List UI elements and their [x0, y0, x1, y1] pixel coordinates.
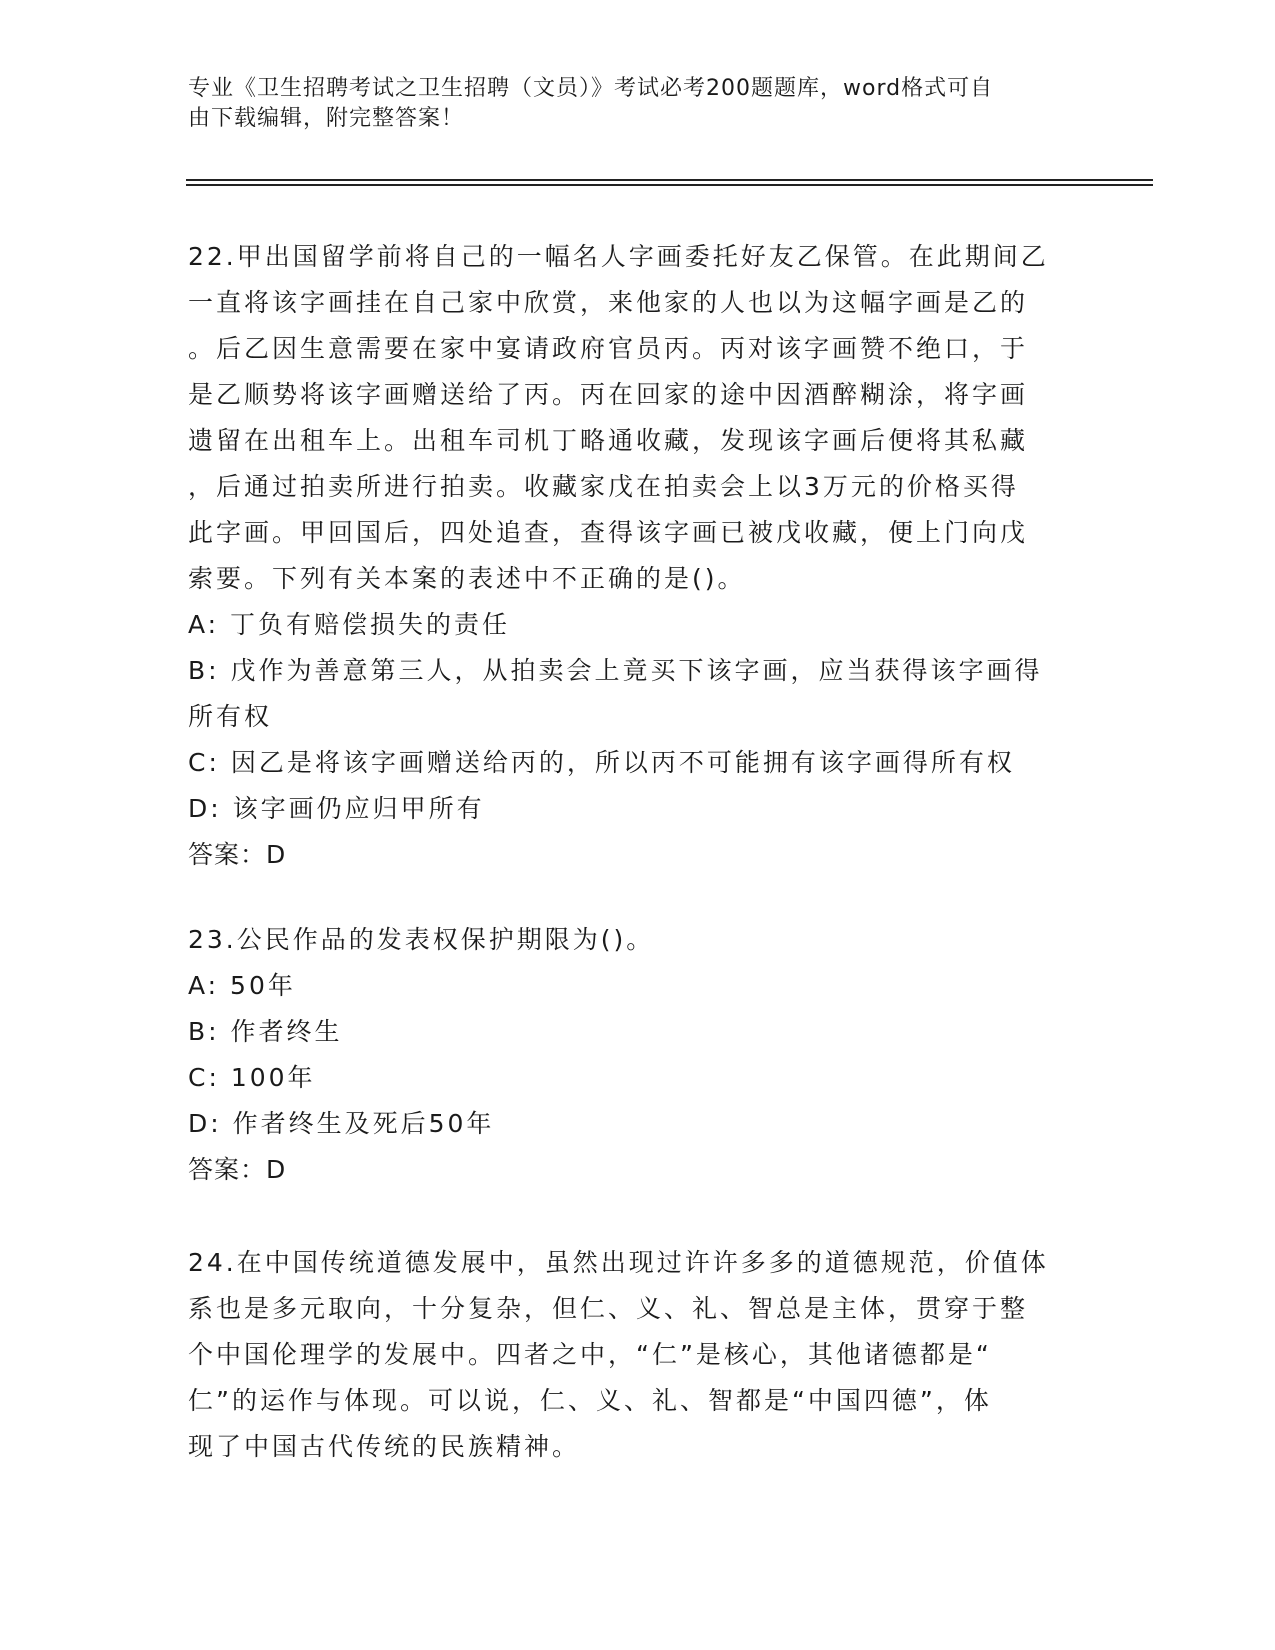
header-divider-top — [186, 179, 1153, 181]
question-22-line: 。后乙因生意需要在家中宴请政府官员丙。丙对该字画赞不绝口，于 — [188, 334, 1029, 363]
question-24-line: 现了中国古代传统的民族精神。 — [188, 1432, 581, 1461]
question-23-option-d: D: 作者终生及死后50年 — [188, 1109, 495, 1138]
question-24-line: 系也是多元取向，十分复杂，但仁、义、礼、智总是主体，贯穿于整 — [188, 1294, 1029, 1323]
question-22-line: 一直将该字画挂在自己家中欣赏，来他家的人也以为这幅字画是乙的 — [188, 288, 1029, 317]
question-22-line: 22.甲出国留学前将自己的一幅名人字画委托好友乙保管。在此期间乙 — [188, 242, 1049, 271]
header-line-1: 专业《卫生招聘考试之卫生招聘（文员）》考试必考200题题库，word格式可自 — [188, 76, 994, 101]
question-23-answer: 答案：D — [188, 1155, 287, 1184]
question-24-line: 个中国伦理学的发展中。四者之中，“仁”是核心，其他诸德都是“ — [188, 1340, 992, 1369]
header-divider-bottom — [186, 184, 1153, 186]
question-22-line: ，后通过拍卖所进行拍卖。收藏家戊在拍卖会上以3万元的价格买得 — [188, 472, 1019, 501]
question-24-line: 24.在中国传统道德发展中，虽然出现过许许多多的道德规范，价值体 — [188, 1248, 1049, 1277]
header-line-2: 由下载编辑，附完整答案！ — [188, 106, 465, 131]
question-23-option-a: A: 50年 — [188, 971, 296, 1000]
question-22-line: 索要。下列有关本案的表述中不正确的是()。 — [188, 564, 746, 593]
question-24-line: 仁”的运作与体现。可以说，仁、义、礼、智都是“中国四德”，体 — [188, 1386, 992, 1415]
question-23-option-b: B: 作者终生 — [188, 1017, 343, 1046]
question-22-option-a: A: 丁负有赔偿损失的责任 — [188, 610, 511, 639]
question-23-text: 23.公民作品的发表权保护期限为()。 — [188, 925, 655, 954]
question-22-option-b-cont: 所有权 — [188, 702, 273, 731]
question-22-line: 此字画。甲回国后，四处追查，查得该字画已被戊收藏，便上门向戊 — [188, 518, 1029, 547]
question-23-option-c: C: 100年 — [188, 1063, 316, 1092]
question-22-line: 是乙顺势将该字画赠送给了丙。丙在回家的途中因酒醉糊涂，将字画 — [188, 380, 1029, 409]
question-24 — [188, 1240, 1078, 1470]
question-22-option-b: B: 戊作为善意第三人，从拍卖会上竟买下该字画，应当获得该字画得 — [188, 656, 1043, 685]
question-22-line: 遗留在出租车上。出租车司机丁略通收藏，发现该字画后便将其私藏 — [188, 426, 1029, 455]
question-22 — [188, 234, 1078, 878]
document-header — [188, 74, 1068, 134]
question-22-option-d: D: 该字画仍应归甲所有 — [188, 794, 485, 823]
question-22-answer: 答案：D — [188, 840, 287, 869]
question-23 — [188, 917, 1078, 1193]
question-22-option-c: C: 因乙是将该字画赠送给丙的，所以丙不可能拥有该字画得所有权 — [188, 748, 1015, 777]
